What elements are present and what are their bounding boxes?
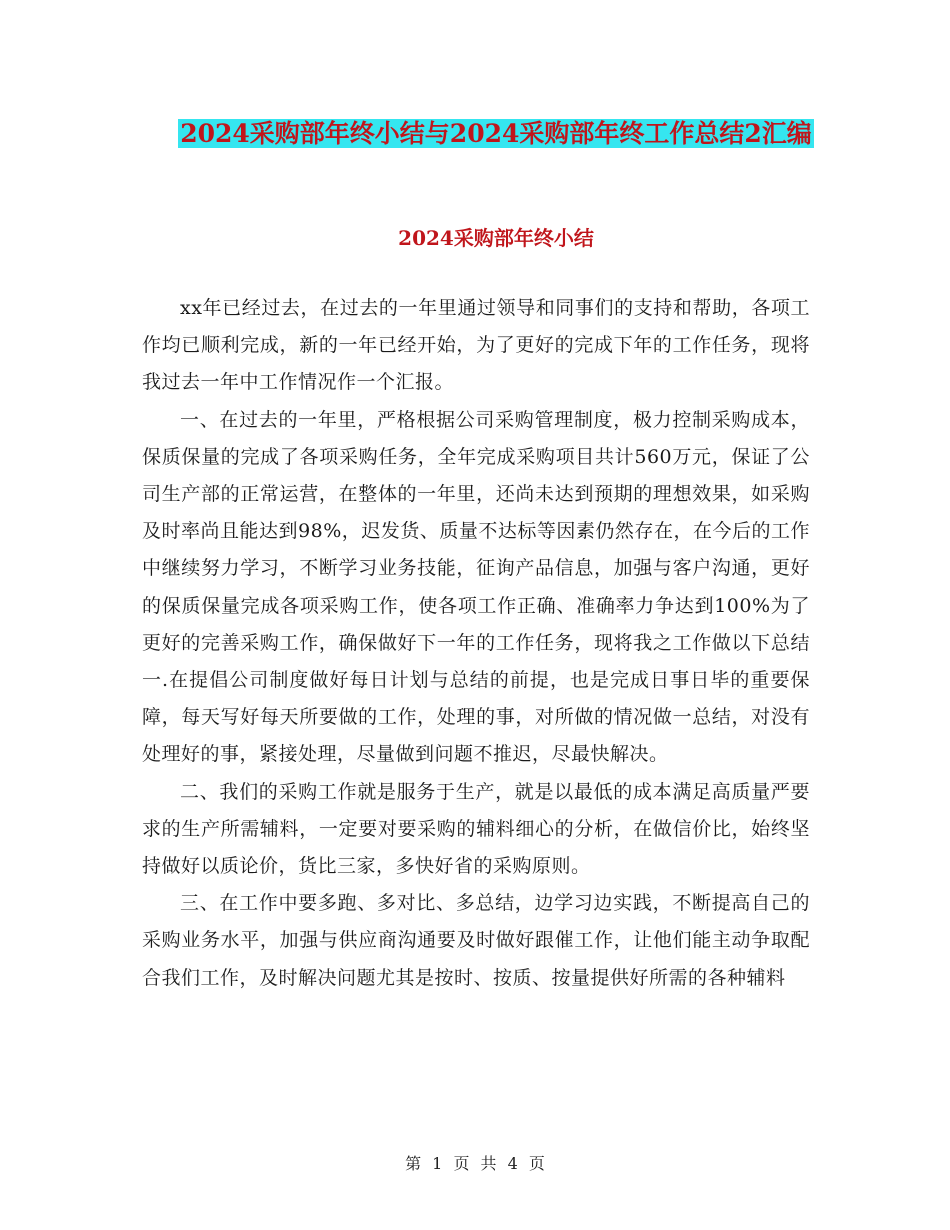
document-title bbox=[140, 112, 852, 155]
section-body bbox=[142, 290, 810, 997]
section-heading: 2024采购部年终小结 bbox=[398, 226, 594, 250]
paragraph-item-2: 二、我们的采购工作就是服务于生产，就是以最低的成本满足高质量严要求的生产所需辅料，一定要对要采购的辅料细心的分析，在做信价比，始终坚持做好以质论价，货比三家，多快好省的采购原则。 bbox=[142, 780, 810, 878]
document-title-text: 2024采购部年终小结与2024采购部年终工作总结2汇编 bbox=[180, 119, 812, 148]
paragraph-intro: xx年已经过去，在过去的一年里通过领导和同事们的支持和帮助，各项工作均已顺利完成，新的一年已经开始，为了更好的完成下年的工作任务，现将我过去一年中工作情况作一个汇报。 bbox=[142, 297, 810, 394]
page-number-footer: 第 1 页 共 4 页 bbox=[405, 1154, 545, 1173]
paragraph-item-3: 三、在工作中要多跑、多对比、多总结，边学习边实践，不断提高自己的采购业务水平，加强与供应商沟通要及时做好跟催工作，让他们能主动争取配合我们工作，及时解决问题尤其是按时、按质、按量提供好所需的各种辅料 bbox=[142, 892, 810, 989]
paragraph-item-1: 一、在过去的一年里，严格根据公司采购管理制度，极力控制采购成本，保质保量的完成了各项采购任务，全年完成采购项目共计560万元，保证了公司生产部的正常运营，在整体的一年里，还尚未达到预期的理想效果，如采购及时率尚且能达到98%，迟发货、质量不达标等因素仍然存在，在今后的工作中继续努力学习，不断学习业务技能，征询产品信息，加强与客户沟通，更好的保质保量完成各项采购工作，使各项工作正确、准确率力争达到100%为了更好的完善采购工作，确保做好下一年的工作任务，现将我之工作做以下总结一.在提倡公司制度做好每日计划与总结的前提，也是完成日事日毕的重要保障，每天写好每天所要做的工作，处理的事，对所做的情况做一总结，对没有处理好的事，紧接处理，尽量做到问题不推迟，尽最快解决。 bbox=[142, 408, 810, 766]
